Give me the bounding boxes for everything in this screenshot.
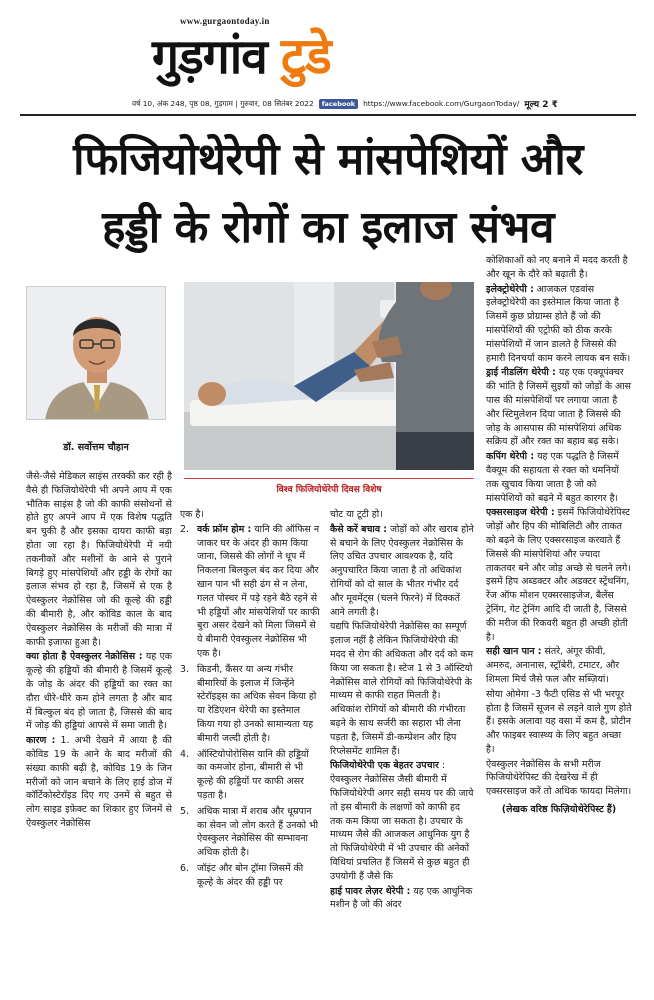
author-name: डॉ. सर्वोत्तम चौहान bbox=[63, 442, 129, 453]
reason-1: 1. अभी देखने में आया है की कोविड 19 के आने के बाद मरीजों की संख्या काफी बढ़ी है, कोविड 19 के जिन मरीजों को जान बचाने के लिए हाई डोज में कॉर्टिकोस्टेरॉइड दिए गए उनमें से बहुत से लोग साइड इफ़ेक्ट का शिकार हुए जिनमें से ऐवस्कुलर नेक्रोसिस bbox=[26, 735, 172, 829]
intro-paragraph: जैसे-जैसे मेडिकल साइंस तरक्की कर रही है वैसे ही फिजियोथेरेपी भी अपने आप में एक भौतिक साइंस है जो की काफी संसोधनों से होते हुए अपने आप में एक विशेष पद्धति बन चुकी है और इसका दायरा काफी बड़ा होता जा रहा है। फिजियोथेरेपी में नयी तकनीकों और मशीनों के आने से पुराने बिगड़े हुए मांसपेशियों और हड्डी के रोगों का इलाज संभव हो रहा है, जिसमें से एक है ऐवस्कुलर नेक्रोसिस जो की कूल्हे की हड्डी की बीमारी है, और कोविड काल के बाद ऐवस्कुलर नेक्रोसिस के मरीजों की मात्रा में काफी इजाफा हुआ है। bbox=[26, 471, 172, 648]
list-item bbox=[180, 805, 320, 860]
list-number: 5. bbox=[180, 805, 189, 817]
price: मूल्य 2 ₹ bbox=[524, 100, 558, 110]
site-url[interactable]: www.gurgaontoday.in bbox=[180, 16, 270, 26]
author-note: (लेखक वरिष्ठ फिज़ियोथेरेपिस्ट हैं) bbox=[501, 804, 617, 816]
soya-paragraph: सोया ओमेगा -3 फैटी एसिड से भी भरपूर होता है जिसमें सूजन से लड़ने वाले गुण होते हैं। इसके अलावा यह वसा में कम है, प्रोटीन और फाइबर स्वास्थ्य के लिए बहुत अच्छा है। bbox=[486, 688, 632, 755]
masthead bbox=[0, 0, 654, 112]
list-number: 2. bbox=[180, 523, 189, 535]
better-treatment-body: : ऐवस्कुलर नेक्रोसिस जैसी बीमारी में फिजियोथेरेपी अगर सही समय पर की जाये तो इस बीमारी के लक्षणों को काफी हद तक कम किया जा सकता है। उपचार के माध्यम जैसे की आजकल आधुनिक युग है तो फिजियोथेरेपी में भी उपचार की अनेकों विधियां प्रचलित हैं जिसमें से कुछ बहुत ही उपयोगी हैं जैसे कि bbox=[330, 760, 474, 882]
prevention-heading: कैसे करें बचाव : bbox=[330, 523, 388, 535]
list-body: ऑस्टियोपोरोसिस यानि की हड्डियों का कमजोर होना, बीमारी से भी कूल्हे की हड्डियों पर काफी असर पड़ता है। bbox=[197, 748, 309, 801]
electrotherapy-heading: इलेक्ट्रोथेरेपी : bbox=[486, 283, 534, 295]
facebook-icon: facebook bbox=[319, 99, 358, 109]
list-number: 4. bbox=[180, 748, 189, 760]
photo-caption: विश्व फिजियोथेरेपी दिवस विशेष bbox=[276, 485, 382, 495]
article-column-1 bbox=[26, 470, 172, 990]
diet-body: संतरे, अंगूर कीवी, अमरुद, अनानास, स्ट्रॉबेरी, टमाटर, और शिमला मिर्च जैसे फल और सब्ज़ियां। bbox=[486, 646, 620, 685]
list-number: 3. bbox=[180, 663, 189, 675]
list-body: जॉइंट और बोन ट्रॉमा जिसमें की कूल्हे के अंदर की हड्डी पर bbox=[197, 862, 304, 888]
laser-section bbox=[330, 885, 474, 913]
list-body: किडनी, कैंसर या अन्य गंभीर बीमारियों के इलाज में जिन्हेंने स्टेरॉइड्स का अधिक सेवन किया हो या रेडिएशन थेरेपी का इस्तेमाल किया गया हो उनको सामान्यता यह बीमारी जल्दी होती है। bbox=[197, 663, 317, 744]
laser-body: यह एक आधुनिक मशीन है जो की अंदर bbox=[330, 885, 473, 911]
cupping-body: यह एक पद्धति है जिसमें वैक्यूम की सहायता से रक्त को धमनियों तक खुचाव किया जाता है जो को मांसपेशियों को बढ़ने में बहुत कारगर है। bbox=[486, 451, 619, 504]
exercise-heading: एक्सरसाइज थेरेपी : bbox=[486, 507, 555, 519]
better-treatment-section bbox=[330, 759, 474, 883]
reason-label: कारण : bbox=[26, 735, 56, 747]
column-2-lead: एक है। bbox=[180, 509, 204, 520]
column-3-lead: चोट या टूटी हो। bbox=[330, 509, 383, 520]
avn-section bbox=[26, 650, 172, 733]
cupping-heading: कपिंग थेरेपी : bbox=[486, 451, 535, 463]
newspaper-logo bbox=[152, 24, 331, 88]
list-number: 6. bbox=[180, 862, 189, 874]
list-body: अधिक मात्रा में शराब और धूम्रपान का सेवन जो लोग करते हैं उनको भी ऐवस्कुलर नेक्रोसिस की सम्भावना अधिक होती है। bbox=[197, 805, 319, 859]
list-heading: वर्क फ्रॉम होम : bbox=[197, 523, 252, 535]
electrotherapy-body: आजकल एडवांस इलेक्ट्रोथेरेपी का इस्तेमाल किया जाता है जिसमें कुछ प्रोग्राम्स होते हैं जो की मांसपेशियों की एट्रोफी को ठीक करके मांसपेशियों में जान डालते है जिससे की हमारी दिनचर्या काम करने लायक बन सकें। bbox=[486, 283, 631, 364]
author-photo bbox=[26, 286, 166, 420]
diet-heading: सही खान पान : bbox=[486, 646, 542, 658]
list-body: यानि की ऑफिस न जाकर घर के अंदर ही काम किया जाना, जिससे की लोगों ने धूप में निकलना बिलकुल बंद कर दिया और खान पान भी सही ढंग से न लेना, गलत पोस्चर में पड़े रहने बैठे रहने से भी हड्डियों और मांसपेशियों पर काफी बुरा असर देखने को मिला जिसमें से ये बीमारी ऐवस्कुलर नेक्रोसिस भी एक है। bbox=[197, 523, 320, 659]
prevention-body: जोड़ों को और खराब होने से बचाने के लिए ऐवस्कुलर नेक्रोसिस के लिए उचित उपचार आवश्यक है, यदि अनुपचारित किया जाता है तो अधिकांश रोगियों को दो साल के भीतर गंभीर दर्द और मूवमेंट्स (चलने फिरने) में दिक्कतें आने लगती है। bbox=[330, 523, 474, 618]
closing-paragraph: ऐवस्कुलर नेक्रोसिस के सभी मरीज फिजियोथेरेपिस्ट की देखरेख में ही एक्सरसाइज करें तो अधिक फायदा मिलेगा। bbox=[486, 758, 632, 798]
exercise-section bbox=[486, 506, 632, 644]
headline-line-1: फिजियोथेरेपी से मांसपेशियों और bbox=[73, 134, 583, 185]
list-item bbox=[180, 663, 320, 746]
list-item bbox=[180, 748, 320, 803]
article-column-2 bbox=[180, 508, 320, 992]
list-item bbox=[180, 862, 320, 890]
article-photo bbox=[184, 282, 474, 470]
caption-divider bbox=[184, 478, 474, 479]
cupping-section bbox=[486, 450, 632, 505]
physio-paragraph: यद्यपि फिजियोथेरेपी नेक्रोसिस का सम्पूर्ण इलाज नहीं है लेकिन फिजियोथेरेपी की मदद से रोग की अधिकता और दर्द को कम किया जा सकता है। स्टेज 1 से 3 ऑस्टियो नेक्रोसिस वाले रोगियों को फिजियोथेरेपी के माध्यम से काफी राहत मिलती है। अधिकांश रोगियों को बीमारी की गंभीरता बढ़ने के साथ सर्जरी का सहारा भी लेना पड़ता है, जिसमें डी-कम्प्रेशन और हिप रिप्लेसमेंट शामिल हैं। bbox=[330, 621, 474, 757]
dry-needling-section bbox=[486, 366, 632, 449]
column-4-lead: कोशिकाओं को नए बनाने में मदद करती है और खून के दौरे को बढ़ाती है। bbox=[486, 255, 628, 280]
article-column-3 bbox=[330, 508, 474, 992]
list-text bbox=[197, 523, 320, 661]
logo-text-gurgaon: गुड़गांव bbox=[152, 29, 267, 85]
headline bbox=[20, 126, 636, 262]
article-column-4 bbox=[486, 254, 632, 992]
avn-heading: क्या होता है ऐवस्कुलर नेक्रोसिस : bbox=[26, 651, 143, 663]
issue-info: वर्ष 10, अंक 248, पृष्ठ 08, गुड़गाम | गुरुवार, 08 सितंबर 2022 bbox=[132, 98, 314, 108]
author-portrait-icon bbox=[27, 287, 166, 420]
better-treatment-heading: फिजियोथेरेपी एक बेहतर उपचार bbox=[330, 760, 439, 772]
dry-needling-heading: ड्राई नीडलिंग थेरेपी : bbox=[486, 367, 556, 379]
dry-needling-body: यह एक एक्यूपंक्चर की भांति है जिसमें सुइयों को जोड़ों के आस पास की मांसपेशियों पर लगाया जाता है और स्टिमुलेशन दिया जाता है जिससे की जोड़ के आसपास की मांसपेशियां अधिक सक्रिय हों और रक्त का बहाव बढ़ सके। bbox=[486, 367, 631, 448]
facebook-url[interactable]: https://www.facebook.com/GurgaonToday/ bbox=[363, 99, 520, 108]
electrotherapy-section bbox=[486, 283, 632, 366]
masthead-divider bbox=[20, 114, 636, 116]
list-item bbox=[180, 523, 320, 661]
avn-body: यह एक कूल्हे की हड्डियों की बीमारी है जिसमें कूल्हे के जोड़ के अंदर की हड्डियों का रक्त का दौरा धीरे-धीरे कम होने लगता है और बाद में बिल्कुल बंद हो जाता है, जिससे की बाद में जोड़ की हड्डियां आपसे में समा जाती है। bbox=[26, 651, 172, 732]
exercise-body: इसमें फिजियोथेरेपिस्ट जोड़ों और हिप की मोबिलिटी और ताकत को बढ़ने के लिए एक्सरसाइज करवाते हैं जिससे की मांसपेशियां और ज्यादा ताकतवर बने और जोड़ अच्छे से चलने लगे। इसमें हिप अब्डक्टर और अडक्टर स्ट्रेंथनिंग, रेंज ऑफ मोशन एक्सरसाइजेज, बैलेंस ट्रेनिंग, गेट ट्रेनिंग आदि दी जाती है, जिससे की मरीज की रिकवरी बहुत ही अच्छी होती है। bbox=[486, 507, 631, 643]
laser-heading: हाई पावर लेज़र थेरेपी : bbox=[330, 885, 411, 897]
prevention-section bbox=[330, 523, 474, 620]
logo-text-today: टुडे bbox=[280, 27, 331, 85]
diet-section bbox=[486, 645, 632, 686]
headline-line-2: हड्डी के रोगों का इलाज संभव bbox=[102, 202, 554, 253]
issue-info-bar bbox=[132, 97, 642, 110]
reason-section bbox=[26, 734, 172, 831]
physiotherapy-session-icon bbox=[184, 282, 474, 470]
